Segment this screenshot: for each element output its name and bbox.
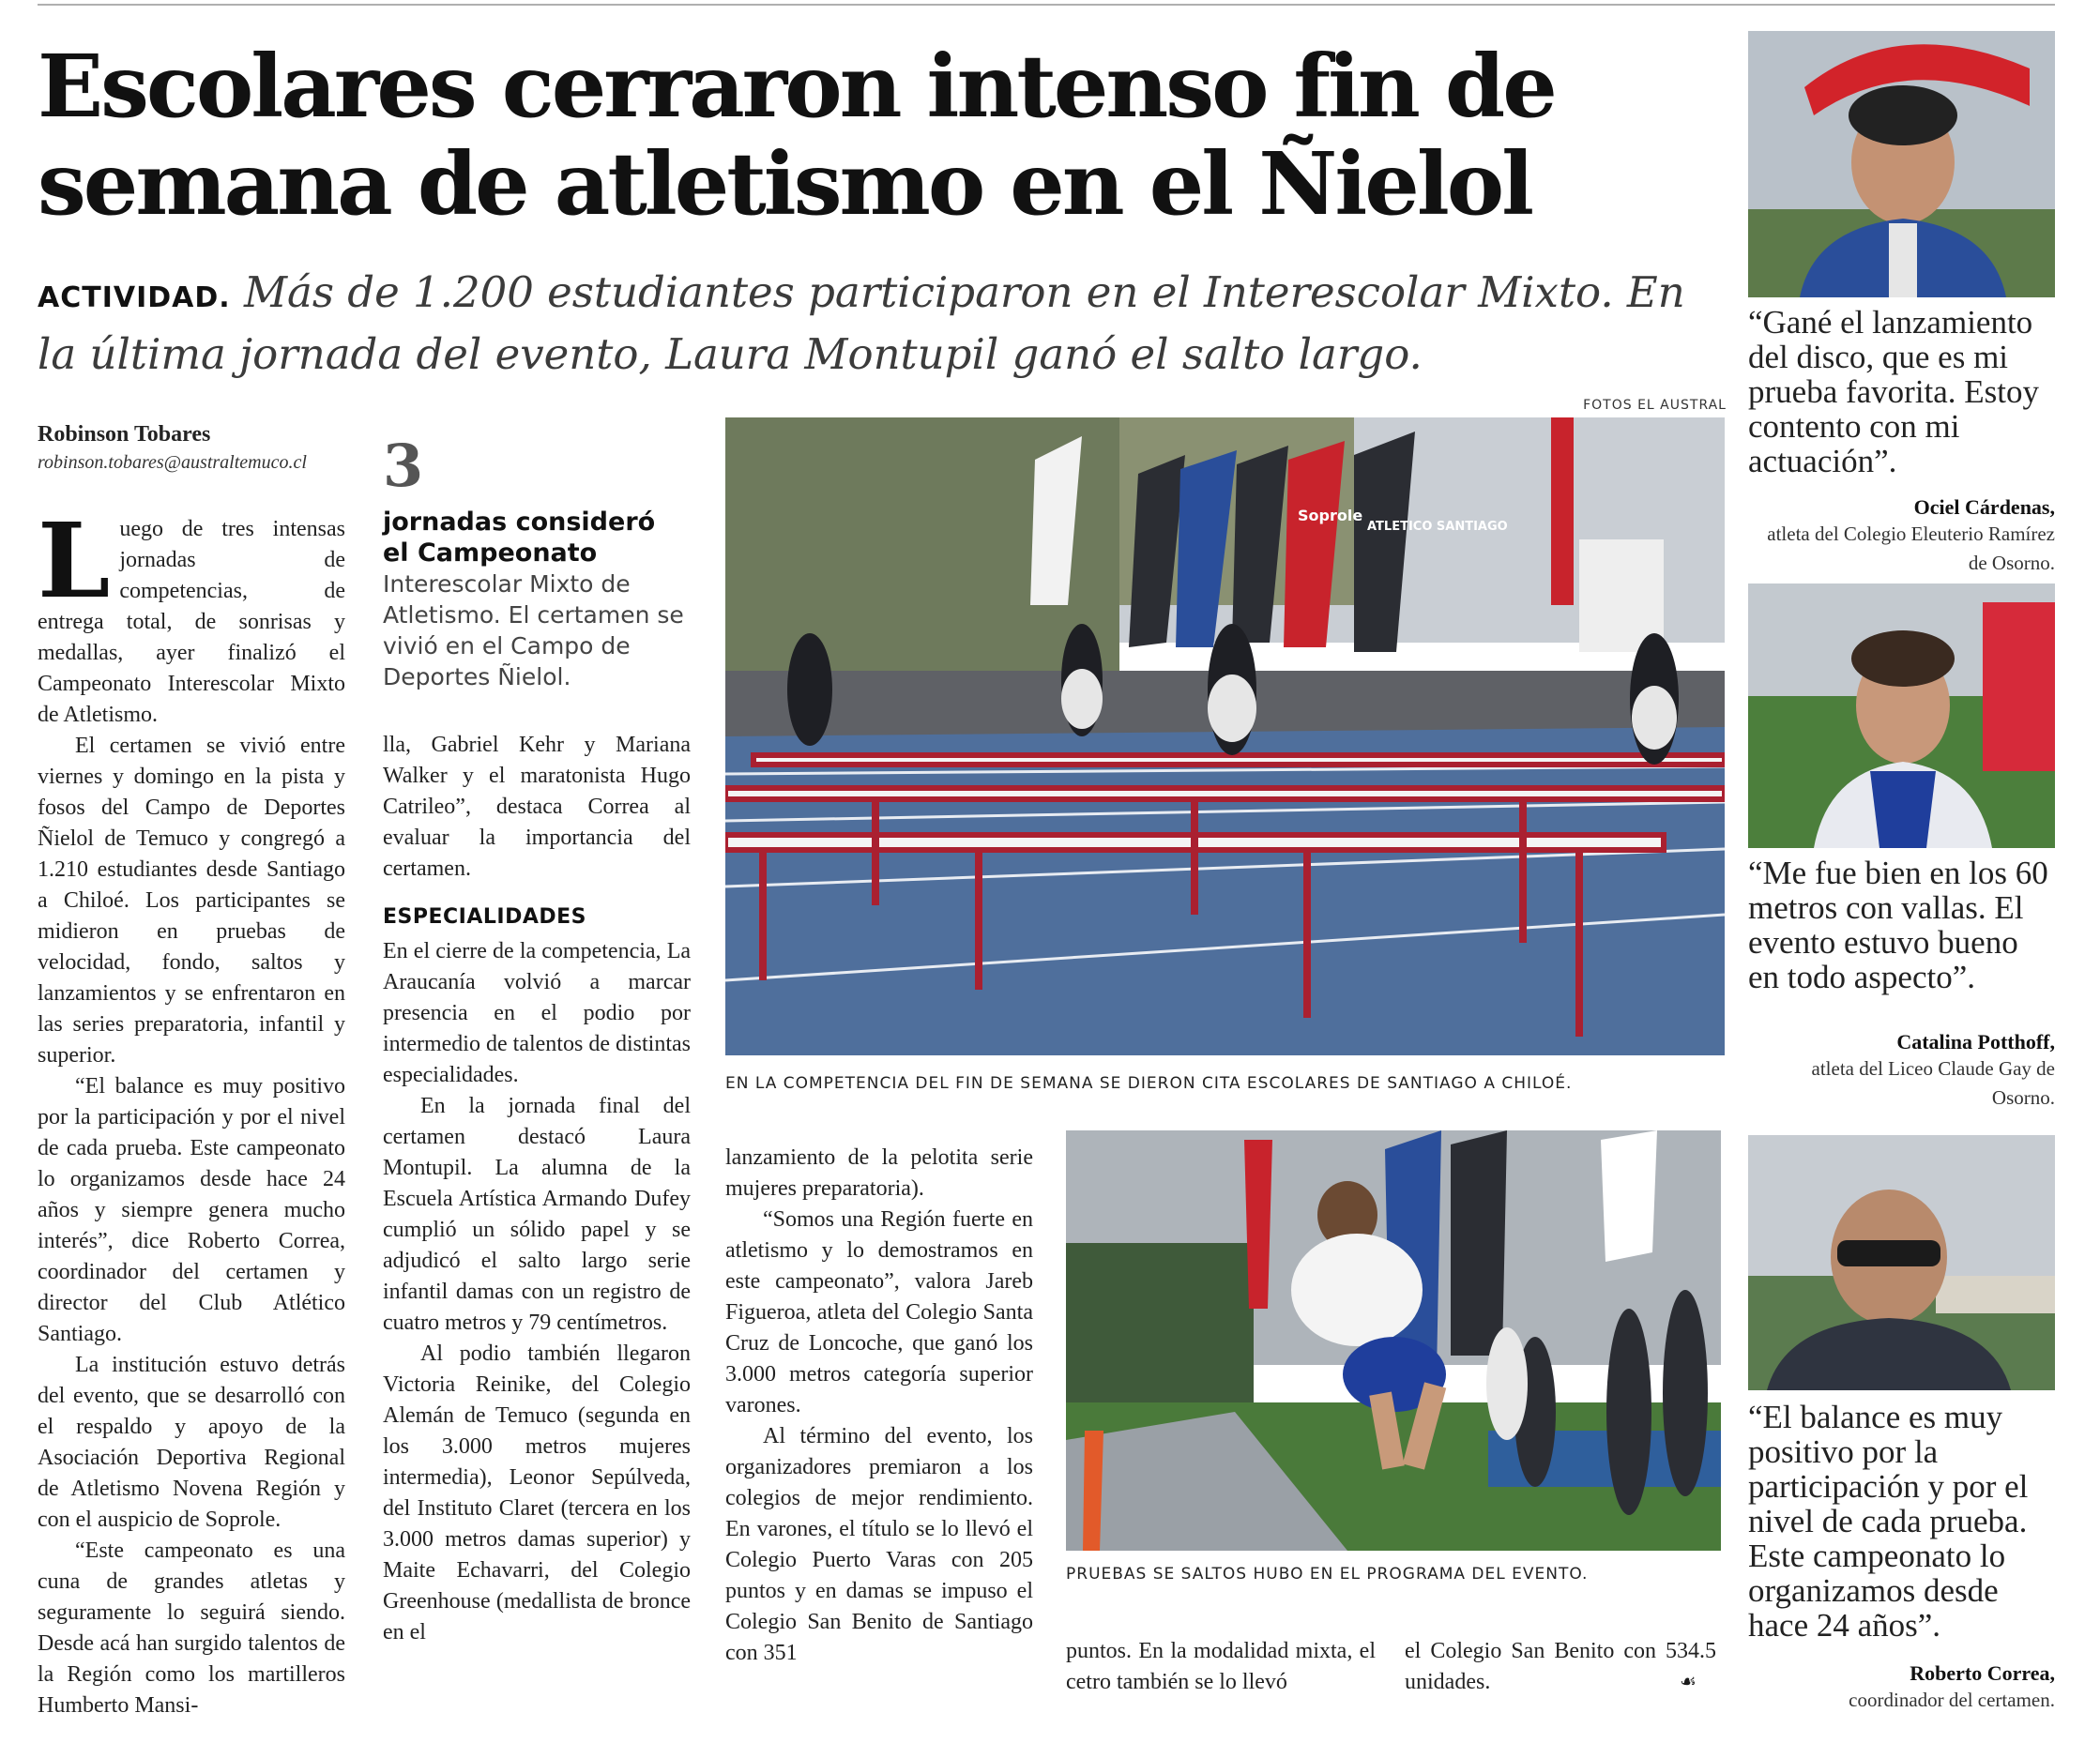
paragraph: La institución estuvo detrás del evento, que se desarrolló con el respaldo y apoyo de la Asociación Deportiva Regional de Atletismo Novena Región y con el auspicio de Soprole. [38, 1353, 345, 1532]
paragraph: “El balance es muy positivo por la participación y por el nivel de cada prueba. Este campeonato lo organizamos desde hace 24 años y siempre genera mucho interés”, dice Roberto Correa, coordinador del certamen y director del Club Atlético Santiago. [38, 1074, 345, 1346]
paragraph: lanzamiento de la pelotita serie mujeres preparatoria). [725, 1145, 1033, 1201]
deck-text: Más de 1.200 estudiantes participaron en el Interescolar Mixto. En la última jornada del evento, Laura Montupil ganó el salto largo. [38, 267, 1685, 379]
quote-role: atleta del Colegio Eleuterio Ramírez de Osorno. [1767, 523, 2055, 574]
portrait-ociel [1748, 31, 2055, 297]
quote-block-3 [1748, 1400, 2055, 1715]
quote-text: “El balance es muy positivo por la participación y por el nivel de cada prueba. Este campeonato lo organizamos desde hace 24 años”. [1748, 1399, 2029, 1644]
photo-credit: FOTOS EL AUSTRAL [1583, 398, 1727, 413]
fact-text: Interescolar Mixto de Atletismo. El certamen se vivió en el Campo de Deportes Ñielol. [383, 570, 684, 690]
quote-role: coordinador del certamen. [1849, 1689, 2055, 1711]
body-column-3 [725, 1143, 1033, 1669]
top-rule [38, 4, 2055, 6]
paragraph: Al podio también llegaron Victoria Reinike, del Colegio Alemán de Temuco (segunda en los 3.000 metros mujeres intermedia), Leonor Sepúlveda, del Instituto Claret (tercera en los 3.000 metros damas superior) y Maite Echavarri, del Colegio Greenhouse (medallista de bronce en el [383, 1341, 691, 1644]
drop-cap: L [38, 500, 111, 621]
paragraph: “Este campeonato es una cuna de grandes atletas y seguramente lo seguirá siendo. Desde acá han surgido talentos de la Región como los martilleros Humberto Mansi- [38, 1538, 345, 1718]
paragraph: “Somos una Región fuerte en atletismo y lo demostramos en este campeonato”, valora Jareb Figueroa, atleta del Colegio Santa Cruz de Loncoche, que ganó los 3.000 metros categoría superior varones. [725, 1207, 1033, 1417]
quote-name: Roberto Correa, [1910, 1661, 2055, 1685]
jump-photo [1066, 1130, 1721, 1551]
paragraph: En el cierre de la competencia, La Araucanía volvió a marcar presencia en el podio por intermedio de talentos de distintas especialidades. [383, 939, 691, 1087]
quote-role: atleta del Liceo Claude Gay de Osorno. [1811, 1057, 2055, 1109]
quote-name: Ociel Cárdenas, [1913, 495, 2055, 519]
deck [38, 265, 1727, 383]
fact-box [383, 507, 688, 692]
hurdles-scene [725, 417, 1725, 1055]
subhead-especialidades: ESPECIALIDADES [383, 905, 587, 929]
fact-number: 3 [383, 432, 424, 500]
paragraph: lla, Gabriel Kehr y Mariana Walker y el maratonista Hugo Catrileo”, destaca Correa al evaluar la importancia del certamen. [383, 733, 691, 881]
quote-block-2 [1748, 856, 2055, 1113]
byline: Robinson Tobares [38, 422, 211, 447]
headline: Escolares cerraron intenso fin de semana de atletismo en el Ñielol [38, 36, 1555, 235]
body-column-1 [38, 500, 345, 1721]
banner-label: ATLETICO SANTIAGO [1367, 520, 1508, 534]
author-email[interactable]: robinson.tobares@australtemuco.cl [38, 452, 307, 473]
main-photo-hurdles [725, 417, 1725, 1055]
portrait-catalina [1748, 584, 2055, 848]
main-photo-caption: EN LA COMPETENCIA DEL FIN DE SEMANA SE DIERON CITA ESCOLARES DE SANTIAGO A CHILOÉ. [725, 1074, 1573, 1093]
paragraph: el Colegio San Benito con 534.5 unidades. [1405, 1639, 1716, 1694]
body-column-5 [1405, 1636, 1716, 1698]
paragraph: En la jornada final del certamen destacó Laura Montupil. La alumna de la Escuela Artística Armando Dufey cumplió un sólido papel y se adjudicó el salto largo serie infantil damas con un registro de cuatro metros y 79 centímetros. [383, 1094, 691, 1335]
paragraph: uego de tres intensas jornadas de competencias, de entrega total, de sonrisas y medallas, ayer finalizó el Campeonato Interescolar Mixto de Atletismo. [38, 517, 345, 727]
quote-block-1 [1748, 305, 2055, 578]
portrait-roberto [1748, 1135, 2055, 1390]
fact-bold: jornadas consideró el Campeonato [383, 508, 656, 568]
banner-brand: Soprole [1298, 507, 1363, 524]
kicker: ACTIVIDAD. [38, 281, 231, 314]
paragraph: Al término del evento, los organizadores premiaron a los colegios de mejor rendimiento. En varones, el título se lo llevó el Colegio Puerto Varas con 205 puntos y en damas se impuso el Colegio San Benito de Santiago con 351 [725, 1424, 1033, 1665]
long-jump-scene [1066, 1130, 1721, 1551]
paragraph: El certamen se vivió entre viernes y domingo en la pista y fosos del Campo de Deportes Ñielol de Temuco y congregó a 1.210 estudiantes desde Santiago a Chiloé. Los participantes se midieron en pruebas de velocidad, fondo, saltos y lanzamientos y se enfrentaron en las series preparatoria, infantil y superior. [38, 734, 345, 1068]
jump-photo-caption: PRUEBAS SE SALTOS HUBO EN EL PROGRAMA DEL EVENTO. [1066, 1565, 1589, 1584]
body-column-2 [383, 730, 691, 1648]
quote-text: “Me fue bien en los 60 metros con vallas. El evento estuvo bueno en todo aspecto”. [1748, 855, 2048, 995]
quote-text: “Gané el lanzamiento del disco, que es mi prueba favorita. Estoy contento con mi actuación”. [1748, 304, 2040, 479]
end-mark-icon: ☙ [1680, 1670, 1697, 1692]
quote-name: Catalina Potthoff, [1896, 1030, 2055, 1053]
body-column-4 [1066, 1636, 1376, 1698]
paragraph: puntos. En la modalidad mixta, el cetro también se lo llevó [1066, 1639, 1376, 1694]
